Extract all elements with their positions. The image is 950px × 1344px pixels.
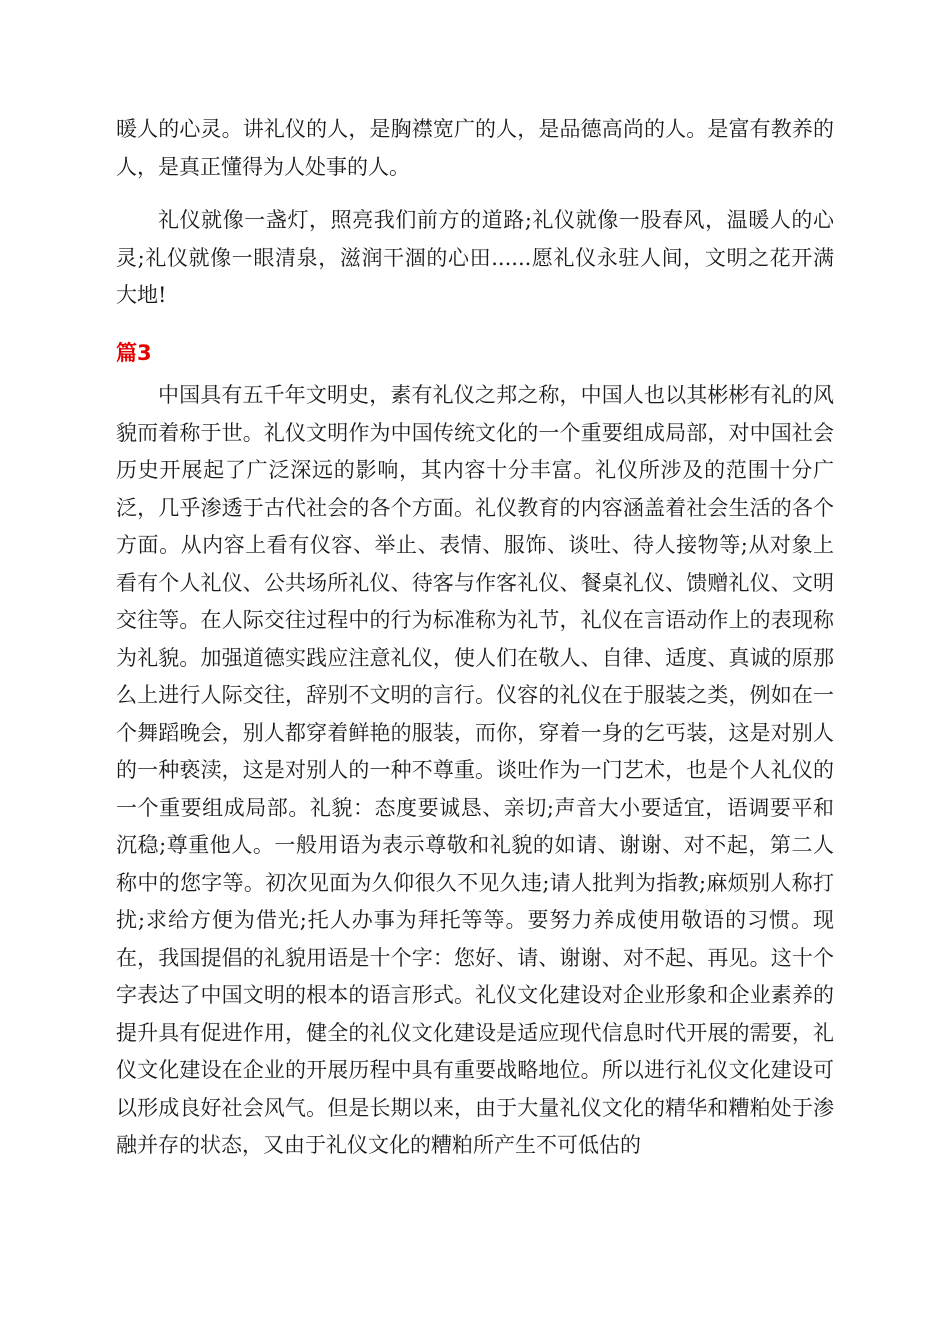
section-heading: 篇3: [116, 341, 152, 365]
paragraph-etiquette-metaphor: 礼仪就像一盏灯，照亮我们前方的道路;礼仪就像一股春风，温暖人的心灵;礼仪就像一眼清泉，滋润干涸的心田......愿礼仪永驻人间，文明之花开满大地!: [116, 208, 834, 307]
section-paragraph: 中国具有五千年文明史，素有礼仪之邦之称，中国人也以其彬彬有礼的风貌而着称于世。礼仪文明作为中国传统文化的一个重要组成局部，对中国社会历史开展起了广泛深远的影响，其内容十分丰富。礼仪所涉及的范围十分广泛，几乎渗透于古代社会的各个方面。礼仪教育的内容涵盖着社会生活的各个方面。从内容上看有仪容、举止、表情、服饰、谈吐、待人接物等;从对象上看有个人礼仪、公共场所礼仪、待客与作客礼仪、餐桌礼仪、馈赠礼仪、文明交往等。在人际交往过程中的行为标准称为礼节，礼仪在言语动作上的表现称为礼貌。加强道德实践应注意礼仪，使人们在敬人、自律、适度、真诚的原那么上进行人际交往，辞别不文明的言行。仪容的礼仪在于服装之类，例如在一个舞蹈晚会，别人都穿着鲜艳的服装，而你，穿着一身的乞丐装，这是对别人的一种亵渎，这是对别人的一种不尊重。谈吐作为一门艺术，也是个人礼仪的一个重要组成局部。礼貌：态度要诚恳、亲切;声音大小要适宜，语调要平和沉稳;尊重他人。一般用语为表示尊敬和礼貌的如请、谢谢、对不起，第二人称中的您字等。初次见面为久仰很久不见久违;请人批判为指教;麻烦别人称打扰;求给方便为借光;托人办事为拜托等等。要努力养成使用敬语的习惯。现在，我国提倡的礼貌用语是十个字：您好、请、谢谢、对不起、再见。这十个字表达了中国文明的根本的语言形式。礼仪文化建设对企业形象和企业素养的提升具有促进作用，健全的礼仪文化建设是适应现代信息时代开展的需要，礼仪文化建设在企业的开展历程中具有重要战略地位。所以进行礼仪文化建设可以形成良好社会风气。但是长期以来，由于大量礼仪文化的精华和糟粕处于渗融并存的状态，又由于礼仪文化的糟粕所产生不可低估的: [116, 383, 834, 1157]
paragraph-continuation: 暖人的心灵。讲礼仪的人，是胸襟宽广的人，是品德高尚的人。是富有教养的人，是真正懂得为人处事的人。: [116, 117, 834, 179]
